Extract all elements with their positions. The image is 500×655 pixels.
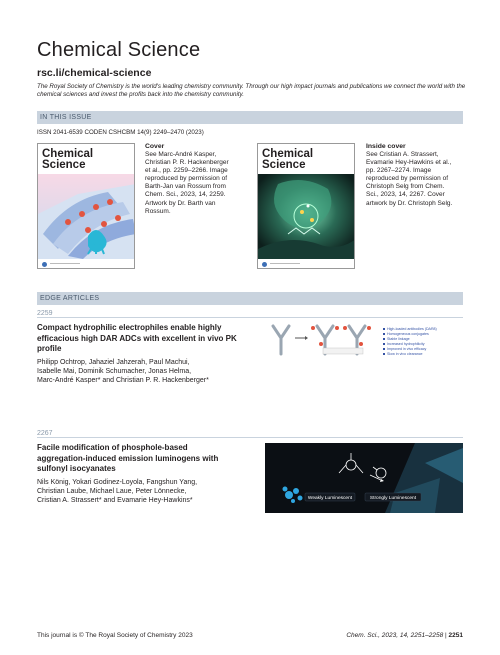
article-authors: Nils König, Yokari Godinez-Loyola, Fangshun Yang, Christian Laube, Michael Laue, Peter Lönnecke, Cristian A. Strassert* and Evamarie Hey-Hawkins* [37,479,198,505]
svg-text:Stable linkage: Stable linkage [387,337,410,341]
svg-text:Slow in vivo clearance: Slow in vivo clearance [387,352,423,356]
cover-label: Inside cover [366,143,406,150]
cover-caption: See Cristian A. Strassert, Evamarie Hey-Hawkins et al., pp. 2267–2274. Image reproduced by permission of Christoph Selg from Chem. Sci., 2023, 14, 2267. Cover artwork by Dr. Christoph Selg. [366,151,453,207]
weakly-luminescent-label: Weakly Luminescent [307,496,353,501]
article-page-number: 2259 [37,310,53,317]
toc-graphic-aie [265,443,463,513]
svg-text:Increased hydrophilicity: Increased hydrophilicity [387,342,425,346]
journal-intro: The Royal Society of Chemistry is the world's leading chemistry community. Through our high impact journals and publications we connect the world with the chemical sciences and invest the profits back into the chemistry community. [37,83,466,99]
cover-image-1 [37,143,135,269]
rsc-logo-icon [262,262,267,267]
cover-caption: See Marc-André Kasper, Christian P. R. Hackenberger et al., pp. 2259–2266. Image reproduced by permission of Barth-Jan van Rossum from Chem. Sci., 2023, 14, 2259. Artwork by Dr. Barth van Rossum. [145,151,229,215]
toc-graphic-adc [265,320,465,362]
cover-image-2 [257,143,355,269]
article-title[interactable]: Compact hydrophilic electrophiles enable highly efficacious high DAR ADCs with excellent in vivo PK profile [37,323,237,353]
journal-url[interactable]: rsc.li/chemical-science [37,67,152,79]
graphic-bullet-list [387,327,437,356]
section-bar-in-this-issue: IN THIS ISSUE [37,111,463,124]
journal-title: Chemical Science [37,39,201,61]
section-bar-edge-articles: EDGE ARTICLES [37,292,463,305]
cover-masthead: Chemical Science [42,148,94,171]
cover-artwork [38,174,135,259]
cover-label: Cover [145,143,165,150]
rsc-logo-icon [42,262,47,267]
article-authors: Philipp Ochtrop, Jahaziel Jahzerah, Paul Machui, Isabelle Mai, Dominik Schumacher, Jonas Helma, Marc-André Kasper* and Christian P. R. Hackenberger* [37,359,209,385]
article-page-number: 2267 [37,430,53,437]
svg-text:Homogeneous conjugates: Homogeneous conjugates [387,332,429,336]
cover-masthead: Chemical Science [262,148,314,171]
issn-line: ISSN 2041-6539 CODEN CSHCBM 14(9) 2249–2470 (2023) [37,129,204,136]
svg-text:High-loaded antibodies (DAR8): High-loaded antibodies (DAR8) [387,327,437,331]
svg-text:Improved in vivo efficacy: Improved in vivo efficacy [387,347,427,351]
strongly-luminescent-label: Strongly Luminescent [369,496,417,501]
footer-page-number: 2251 [448,632,463,639]
cover-artwork [258,174,355,259]
article-title[interactable]: Facile modification of phosphole-based aggregation-induced emission luminogens with sulfonyl isocyanates [37,443,219,473]
footer-copyright: This journal is © The Royal Society of Chemistry 2023 [37,632,193,639]
footer-citation: Chem. Sci., 2023, 14, 2251–2258 | 2251 [346,632,463,639]
